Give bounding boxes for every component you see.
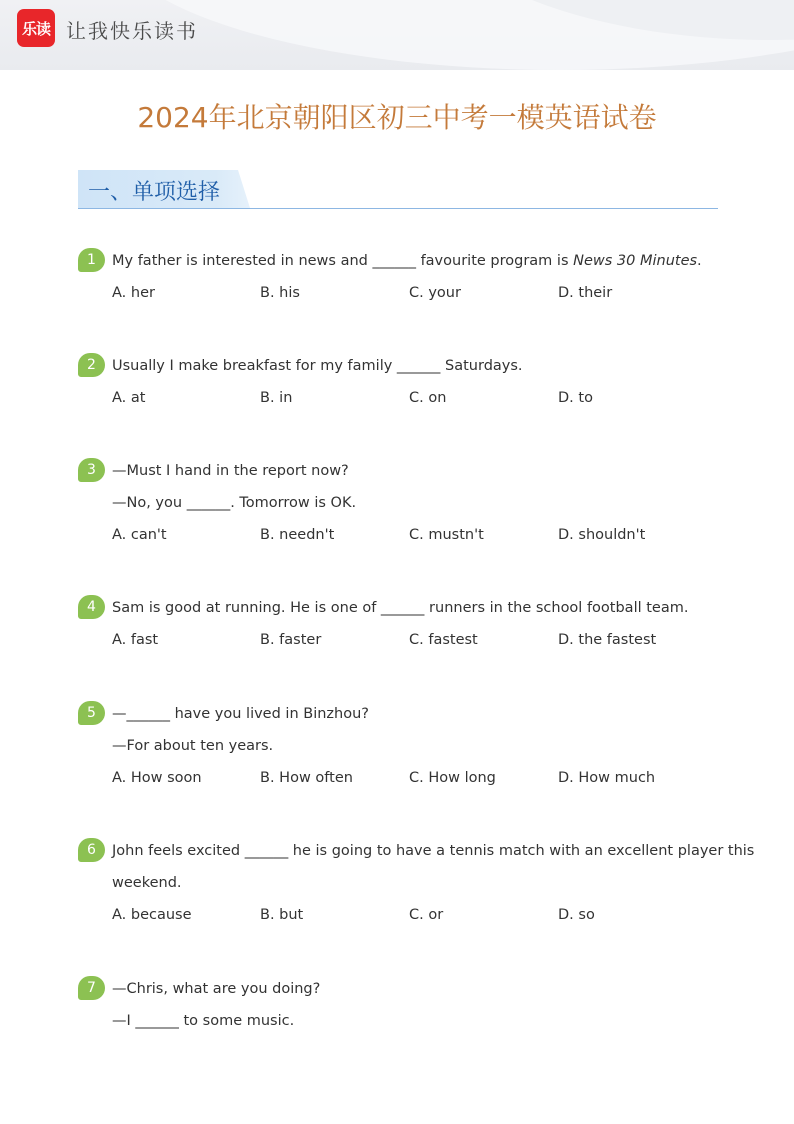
option-a: A. because: [112, 907, 192, 923]
header-banner: [0, 0, 794, 70]
question-text: —I ______ to some music.: [112, 1013, 295, 1029]
question-text: —Chris, what are you doing?: [112, 981, 321, 997]
question-text-part: .: [697, 253, 702, 269]
option-b: B. but: [260, 907, 304, 923]
option-b: B. needn't: [260, 527, 335, 543]
option-d: D. How much: [558, 770, 656, 786]
question-text: John feels excited ______ he is going to have a tennis match with an excellent player this: [112, 843, 755, 859]
option-d: D. their: [558, 285, 613, 301]
option-b: B. faster: [260, 632, 322, 648]
option-a: A. her: [112, 285, 155, 301]
question-text: —Must I hand in the report now?: [112, 463, 349, 479]
page-title: 2024年北京朝阳区初三中考一模英语试卷: [137, 101, 657, 134]
question-number-badge: 7: [78, 976, 105, 1000]
section-label: 一、单项选择: [88, 180, 221, 205]
question-text: Sam is good at running. He is one of ______ runners in the school football team.: [112, 600, 689, 616]
question-text-part: My father is interested in news and ______ favourite program is: [112, 253, 574, 269]
option-c: C. or: [409, 907, 444, 923]
option-d: D. to: [558, 390, 593, 406]
question-text: —______ have you lived in Binzhou?: [112, 706, 369, 722]
option-a: A. at: [112, 390, 146, 406]
app-slogan: 让我快乐读书: [66, 19, 198, 43]
option-b: B. his: [260, 285, 300, 301]
question-number-badge: 6: [78, 838, 105, 862]
option-d: D. so: [558, 907, 595, 923]
app-logo: 乐读: [17, 9, 55, 47]
question-text: Usually I make breakfast for my family ______ Saturdays.: [112, 358, 523, 374]
question-text: —For about ten years.: [112, 738, 274, 754]
option-c: C. How long: [409, 770, 496, 786]
option-a: A. fast: [112, 632, 159, 648]
option-b: B. in: [260, 390, 293, 406]
question-number-badge: 2: [78, 353, 105, 377]
option-a: A. can't: [112, 527, 167, 543]
question-number-badge: 5: [78, 701, 105, 725]
question-text: weekend.: [112, 875, 182, 891]
option-d: D. the fastest: [558, 632, 657, 648]
option-c: C. on: [409, 390, 447, 406]
option-c: C. mustn't: [409, 527, 484, 543]
question-text: —No, you ______. Tomorrow is OK.: [112, 495, 357, 511]
question-text: [112, 253, 702, 269]
question-text-italic: News 30 Minutes: [573, 253, 698, 269]
option-a: A. How soon: [112, 770, 202, 786]
question-number-badge: 3: [78, 458, 105, 482]
question-number-badge: 4: [78, 595, 105, 619]
option-c: C. your: [409, 285, 461, 301]
question-number-badge: 1: [78, 248, 105, 272]
option-c: C. fastest: [409, 632, 478, 648]
option-d: D. shouldn't: [558, 527, 646, 543]
section-header: [78, 170, 718, 209]
option-b: B. How often: [260, 770, 353, 786]
